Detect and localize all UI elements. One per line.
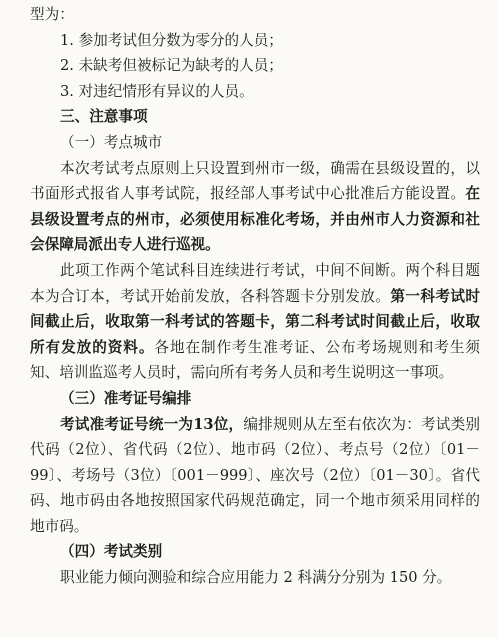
paragraph-text: 编排规则从左至右依次为：考试类别代码（2位）、省代码（2位）、地市码（2位）、考点号（2位）〔01－99〕、考场号（3位）〔001－999〕、座次号（2位）〔01－30〕。省代码、地市码由各地按照国家代码规范确定，同一个地市须采用同样的地市码。 <box>30 415 480 535</box>
paragraph <box>30 565 480 591</box>
paragraph <box>30 156 480 258</box>
subsection-heading: （三）准考证号编排 <box>60 389 192 407</box>
list-item: 2. 未缺考但被标记为缺考的人员； <box>60 57 283 75</box>
paragraph-text: 各地在制作考生准考证、公布考场规则和考生须知、培训监巡考人员时，需向所有考务人员和考生说明这一事项。 <box>30 338 480 382</box>
paragraph-text: 职业能力倾向测验和综合应用能力 2 科满分分别为 150 分。 <box>60 569 452 587</box>
list-item: 1. 参加考试但分数为零分的人员； <box>60 31 283 49</box>
paragraph <box>30 412 480 540</box>
paragraph <box>30 258 480 386</box>
text-line: 型为： <box>30 6 74 23</box>
section-heading: 三、注意事项 <box>60 108 148 126</box>
paragraph-text: 本次考试考点原则上只设置到州市一级，确需在县级设置的，以书面形式报省人事考试院，报经部人事考试中心批准后方能设置。 <box>30 159 480 203</box>
list-item: 3. 对违纪情形有异议的人员。 <box>60 82 254 100</box>
subsection-heading: （一）考点城市 <box>60 133 163 151</box>
subsection-heading: （四）考试类别 <box>60 543 163 561</box>
paragraph-emphasis: 考试准考证号统一为13位， <box>60 415 244 433</box>
paragraph-emphasis: 在县级设置考点的州市，必须使用标准化考场，并由州市人力资源和社会保障局派出专人进行巡视。 <box>30 185 480 254</box>
paragraph-text: 此项工作两个笔试科目连续进行考试，中间不间断。两个科目题本为合订本，考试开始前发放，各科答题卡分别发放。 <box>30 261 480 305</box>
paragraph-emphasis: 第一科考试时间截止后，收取第一科考试的答题卡，第二科考试时间截止后，收取所有发放的资料。 <box>30 287 480 356</box>
